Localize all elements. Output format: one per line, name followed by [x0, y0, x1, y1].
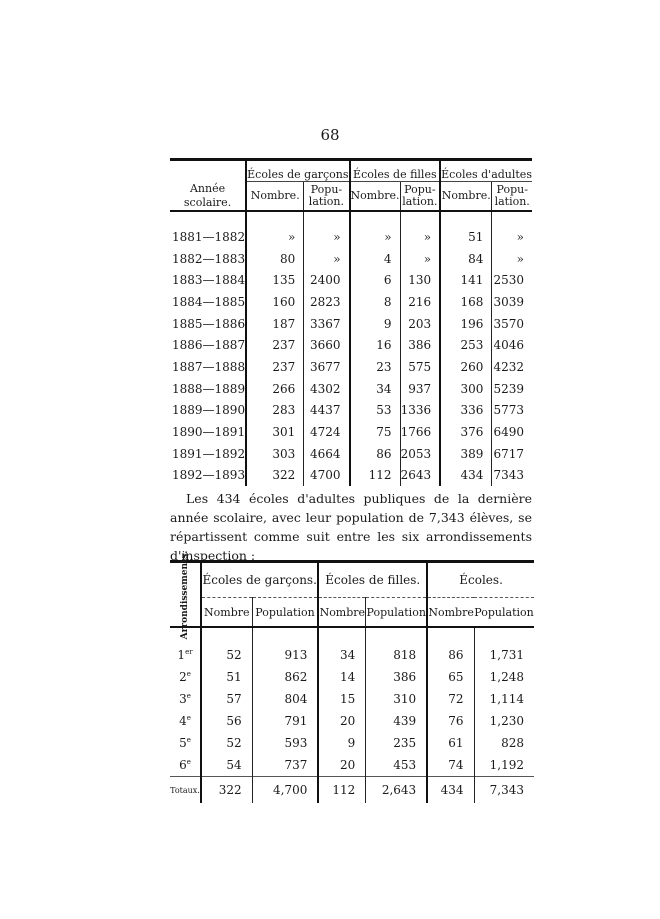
adults-population-cell: 7343	[492, 465, 532, 487]
adults-nombre-cell: 141	[440, 269, 492, 291]
schools-nombre-cell: 65	[427, 666, 474, 688]
boys-population-cell: »	[304, 226, 350, 248]
adults-population-cell: 2530	[492, 269, 532, 291]
table-row	[170, 291, 532, 313]
girls-nombre-cell: 34	[318, 644, 365, 666]
col-header-population	[492, 182, 532, 212]
boys-nombre-cell: 301	[246, 421, 304, 443]
boys-nombre-cell: 237	[246, 356, 304, 378]
arrondissements-header	[170, 550, 201, 639]
boys-nombre-cell: 51	[201, 666, 252, 688]
table-row	[170, 644, 534, 666]
year-header-line2: scolaire.	[183, 196, 232, 209]
boys-population-cell: »	[304, 248, 350, 270]
girls-population-cell: 130	[400, 269, 440, 291]
boys-nombre-cell: 160	[246, 291, 304, 313]
boys-nombre-cell: 56	[201, 710, 252, 732]
year-header	[170, 161, 246, 211]
year-cell: 1887—1888	[172, 359, 246, 374]
population-line2: lation.	[308, 195, 345, 208]
girls-population-cell: 575	[400, 356, 440, 378]
boys-population-cell: 593	[252, 732, 318, 754]
totals-label: Totaux.	[170, 777, 201, 804]
arrondissement-cell	[170, 710, 201, 732]
table-row	[170, 443, 532, 465]
schools-population-cell: 1,230	[474, 710, 534, 732]
year-cell: 1890—1891	[172, 425, 246, 440]
col-header-nombre: Nombre	[318, 598, 365, 628]
col-header-population: Population	[366, 598, 427, 628]
boys-population-cell: 913	[252, 644, 318, 666]
adults-nombre-cell: 336	[440, 400, 492, 422]
adults-population-cell: 4232	[492, 356, 532, 378]
adults-nombre-cell: 51	[440, 226, 492, 248]
total-girls-nombre: 112	[318, 777, 365, 804]
table-row	[170, 688, 534, 710]
schools-population-cell: 1,248	[474, 666, 534, 688]
group-header-girls: Écoles de filles.	[318, 563, 427, 598]
girls-nombre-cell: »	[350, 226, 401, 248]
col-header-nombre: Nombre	[427, 598, 474, 628]
population-line2: lation.	[402, 195, 438, 208]
boys-population-cell: 4724	[304, 421, 350, 443]
boys-population-cell: 4700	[304, 465, 350, 487]
girls-nombre-cell: 15	[318, 688, 365, 710]
rank-suffix: e	[186, 714, 191, 722]
col-header-population: Population	[474, 598, 534, 628]
schools-nombre-cell: 61	[427, 732, 474, 754]
adults-nombre-cell: 300	[440, 378, 492, 400]
girls-nombre-cell: 86	[350, 443, 401, 465]
arrondissement-cell	[170, 754, 201, 777]
boys-nombre-cell: 52	[201, 732, 252, 754]
boys-nombre-cell: 322	[246, 465, 304, 487]
rank-suffix: e	[186, 758, 191, 766]
col-header-population	[304, 182, 350, 212]
year-cell: 1889—1890	[172, 403, 246, 418]
schools-population-cell: 1,731	[474, 644, 534, 666]
totals-row	[170, 777, 534, 804]
girls-population-cell: 439	[366, 710, 427, 732]
year-cell: 1885—1886	[172, 316, 246, 331]
population-line1: Popu-	[496, 183, 528, 196]
girls-nombre-cell: 4	[350, 248, 401, 270]
adults-nombre-cell: 376	[440, 421, 492, 443]
rank-number: 2	[179, 670, 187, 684]
col-header-nombre: Nombre.	[350, 182, 401, 212]
girls-population-cell: 203	[400, 313, 440, 335]
total-schools-nombre: 434	[427, 777, 474, 804]
table-row	[170, 334, 532, 356]
schools-population-cell: 1,114	[474, 688, 534, 710]
girls-population-cell: 386	[400, 334, 440, 356]
arrondissement-cell	[170, 644, 201, 666]
group-header-boys: Écoles de garçons	[246, 161, 349, 182]
girls-population-cell: 386	[366, 666, 427, 688]
adults-nombre-cell: 196	[440, 313, 492, 335]
rank-number: 4	[179, 714, 187, 728]
boys-population-cell: 791	[252, 710, 318, 732]
girls-nombre-cell: 20	[318, 710, 365, 732]
year-cell: 1881—1882	[172, 229, 246, 244]
girls-population-cell: 216	[400, 291, 440, 313]
girls-population-cell: »	[400, 248, 440, 270]
adults-nombre-cell: 84	[440, 248, 492, 270]
adults-nombre-cell: 389	[440, 443, 492, 465]
table-row	[170, 378, 532, 400]
schools-nombre-cell: 74	[427, 754, 474, 777]
boys-nombre-cell: 266	[246, 378, 304, 400]
table-row	[170, 421, 532, 443]
col-header-population	[400, 182, 440, 212]
arrondissement-cell	[170, 666, 201, 688]
table-row	[170, 248, 532, 270]
adults-nombre-cell: 260	[440, 356, 492, 378]
girls-population-cell: 1336	[400, 400, 440, 422]
boys-nombre-cell: 187	[246, 313, 304, 335]
boys-nombre-cell: 303	[246, 443, 304, 465]
girls-population-cell: 453	[366, 754, 427, 777]
group-header-boys: Écoles de garçons.	[201, 563, 318, 598]
population-line1: Popu-	[404, 183, 436, 196]
girls-population-cell: »	[400, 226, 440, 248]
year-cell: 1883—1884	[172, 273, 246, 288]
group-header-schools: Écoles.	[427, 563, 534, 598]
boys-population-cell: 3660	[304, 334, 350, 356]
schools-population-cell: 1,192	[474, 754, 534, 777]
table-row	[170, 269, 532, 291]
girls-nombre-cell: 6	[350, 269, 401, 291]
schools-population-cell: 828	[474, 732, 534, 754]
girls-nombre-cell: 23	[350, 356, 401, 378]
boys-population-cell: 2400	[304, 269, 350, 291]
rank-suffix: e	[186, 692, 191, 700]
year-cell: 1892—1893	[172, 468, 246, 483]
boys-nombre-cell: »	[246, 226, 304, 248]
boys-population-cell: 3677	[304, 356, 350, 378]
boys-population-cell: 804	[252, 688, 318, 710]
girls-nombre-cell: 16	[350, 334, 401, 356]
girls-population-cell: 235	[366, 732, 427, 754]
adults-population-cell: 3039	[492, 291, 532, 313]
table-row	[170, 313, 532, 335]
boys-nombre-cell: 283	[246, 400, 304, 422]
adults-population-cell: 5239	[492, 378, 532, 400]
rank-number: 3	[179, 692, 187, 706]
girls-nombre-cell: 8	[350, 291, 401, 313]
adults-population-cell: 3570	[492, 313, 532, 335]
schools-nombre-cell: 76	[427, 710, 474, 732]
girls-nombre-cell: 75	[350, 421, 401, 443]
year-header-line1: Année	[189, 182, 226, 195]
col-header-nombre: Nombre.	[440, 182, 492, 212]
col-header-nombre: Nombre	[201, 598, 252, 628]
adults-population-cell: 5773	[492, 400, 532, 422]
boys-population-cell: 2823	[304, 291, 350, 313]
boys-population-cell: 4302	[304, 378, 350, 400]
girls-population-cell: 1766	[400, 421, 440, 443]
adults-population-cell: 4046	[492, 334, 532, 356]
population-line1: Popu-	[310, 183, 343, 196]
arrondissement-table	[170, 550, 534, 803]
boys-population-cell: 4437	[304, 400, 350, 422]
boys-nombre-cell: 80	[246, 248, 304, 270]
total-boys-population: 4,700	[252, 777, 318, 804]
rank-number: 5	[179, 736, 187, 750]
arrondissements-label: Arrondissements.	[180, 550, 190, 639]
adults-nombre-cell: 434	[440, 465, 492, 487]
table-row	[170, 754, 534, 777]
table-row	[170, 710, 534, 732]
paragraph-text: Les 434 écoles d'adultes publiques de la dernière année scolaire, avec leur population de 7,343 élèves, se répartissent comme suit entre les six arrondissements d'inspection :	[170, 491, 532, 563]
girls-nombre-cell: 53	[350, 400, 401, 422]
girls-nombre-cell: 14	[318, 666, 365, 688]
table-row	[170, 356, 532, 378]
rank-suffix: e	[186, 736, 191, 744]
boys-population-cell: 862	[252, 666, 318, 688]
adults-population-cell: 6717	[492, 443, 532, 465]
table-row	[170, 666, 534, 688]
year-cell: 1882—1883	[172, 251, 246, 266]
population-line2: lation.	[494, 195, 530, 208]
table-row	[170, 465, 532, 487]
rank-suffix: e	[186, 670, 191, 678]
adults-population-cell: 6490	[492, 421, 532, 443]
boys-nombre-cell: 52	[201, 644, 252, 666]
girls-nombre-cell: 9	[318, 732, 365, 754]
year-cell: 1886—1887	[172, 338, 246, 353]
adults-nombre-cell: 253	[440, 334, 492, 356]
total-boys-nombre: 322	[201, 777, 252, 804]
girls-nombre-cell: 20	[318, 754, 365, 777]
table-row	[170, 732, 534, 754]
girls-nombre-cell: 9	[350, 313, 401, 335]
rank-number: 6	[179, 758, 187, 772]
schools-nombre-cell: 86	[427, 644, 474, 666]
girls-population-cell: 310	[366, 688, 427, 710]
year-cell: 1888—1889	[172, 381, 246, 396]
boys-population-cell: 4664	[304, 443, 350, 465]
girls-population-cell: 818	[366, 644, 427, 666]
boys-nombre-cell: 54	[201, 754, 252, 777]
arrondissement-cell	[170, 732, 201, 754]
col-header-population: Population	[252, 598, 318, 628]
total-girls-population: 2,643	[366, 777, 427, 804]
col-header-nombre: Nombre.	[246, 182, 304, 212]
boys-population-cell: 3367	[304, 313, 350, 335]
year-cell: 1884—1885	[172, 294, 246, 309]
boys-nombre-cell: 57	[201, 688, 252, 710]
boys-nombre-cell: 237	[246, 334, 304, 356]
table-row	[170, 400, 532, 422]
girls-population-cell: 2053	[400, 443, 440, 465]
adults-nombre-cell: 168	[440, 291, 492, 313]
adults-population-cell: »	[492, 248, 532, 270]
girls-nombre-cell: 112	[350, 465, 401, 487]
total-schools-population: 7,343	[474, 777, 534, 804]
yearly-schools-table	[170, 158, 532, 486]
page-number: 68	[320, 126, 340, 144]
adults-population-cell: »	[492, 226, 532, 248]
schools-nombre-cell: 72	[427, 688, 474, 710]
boys-population-cell: 737	[252, 754, 318, 777]
table-row	[170, 226, 532, 248]
arrondissement-cell	[170, 688, 201, 710]
group-header-adults: Écoles d'adultes	[440, 161, 532, 182]
rank-number: 1	[177, 648, 186, 662]
rank-suffix: er	[185, 648, 193, 656]
girls-nombre-cell: 34	[350, 378, 401, 400]
group-header-girls: Écoles de filles	[350, 161, 441, 182]
girls-population-cell: 2643	[400, 465, 440, 487]
year-cell: 1891—1892	[172, 446, 246, 461]
boys-nombre-cell: 135	[246, 269, 304, 291]
girls-population-cell: 937	[400, 378, 440, 400]
